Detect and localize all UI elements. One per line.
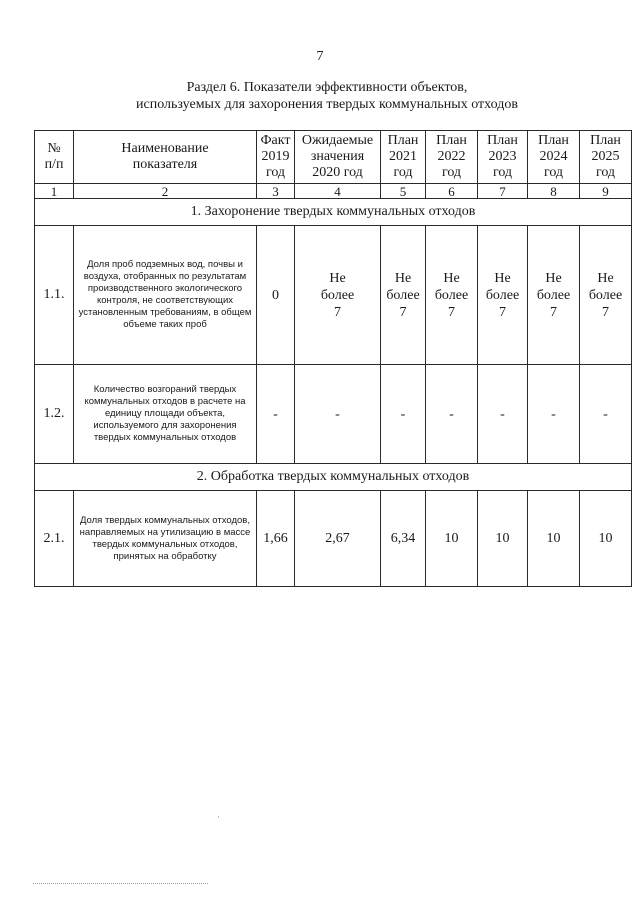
value-plan-2021: 6,34 xyxy=(381,491,426,587)
header-plan-2022: План 2022 год xyxy=(426,131,478,184)
column-number: 6 xyxy=(426,184,478,199)
section-row-disposal xyxy=(35,199,632,226)
column-number: 4 xyxy=(295,184,381,199)
header-row xyxy=(35,131,632,184)
value-expected-2020: Не более 7 xyxy=(295,226,381,365)
value-fact-2019: 1,66 xyxy=(257,491,295,587)
column-number: 1 xyxy=(35,184,74,199)
footer-rule xyxy=(33,883,208,884)
indicator-name: Доля твердых коммунальных отходов, направляемых на утилизацию в массе твердых коммунальных отходов, принятых на обработку xyxy=(74,491,257,587)
page-number: 7 xyxy=(316,49,324,64)
column-number: 2 xyxy=(74,184,257,199)
header-plan-2021: План 2021 год xyxy=(381,131,426,184)
table-row xyxy=(35,226,632,365)
table-row xyxy=(35,365,632,464)
section-title xyxy=(0,79,640,113)
section-title-line-2: используемых для захоронения твердых коммунальных отходов xyxy=(136,97,518,112)
value-fact-2019: 0 xyxy=(257,226,295,365)
row-number: 1.2. xyxy=(35,365,74,464)
row-number: 2.1. xyxy=(35,491,74,587)
value-plan-2022: 10 xyxy=(426,491,478,587)
header-expected-2020: Ожидаемые значения 2020 год xyxy=(295,131,381,184)
value-plan-2023: - xyxy=(478,365,528,464)
value-plan-2022: Не более 7 xyxy=(426,226,478,365)
column-number: 8 xyxy=(528,184,580,199)
indicators-table xyxy=(34,130,632,587)
value-plan-2022: - xyxy=(426,365,478,464)
header-plan-2025: План 2025 год xyxy=(580,131,632,184)
value-plan-2021: - xyxy=(381,365,426,464)
value-plan-2021: Не более 7 xyxy=(381,226,426,365)
scan-speck xyxy=(218,816,219,818)
row-number: 1.1. xyxy=(35,226,74,365)
value-plan-2024: Не более 7 xyxy=(528,226,580,365)
section-heading: 2. Обработка твердых коммунальных отходов xyxy=(35,464,632,491)
header-fact-2019: Факт 2019 год xyxy=(257,131,295,184)
section-title-line-1: Раздел 6. Показатели эффективности объектов, xyxy=(186,80,468,95)
value-plan-2023: 10 xyxy=(478,491,528,587)
value-plan-2025: Не более 7 xyxy=(580,226,632,365)
value-expected-2020: - xyxy=(295,365,381,464)
table-row xyxy=(35,491,632,587)
column-number: 9 xyxy=(580,184,632,199)
indicator-name: Количество возгораний твердых коммунальных отходов в расчете на единицу площади объекта, используемого для захоронения твердых коммунальных отходов xyxy=(74,365,257,464)
value-plan-2025: - xyxy=(580,365,632,464)
header-plan-2024: План 2024 год xyxy=(528,131,580,184)
indicator-name: Доля проб подземных вод, почвы и воздуха, отобранных по результатам производственного экологического контроля, не соответствующих установленным требованиям, в общем объеме таких проб xyxy=(74,226,257,365)
column-number: 5 xyxy=(381,184,426,199)
header-num: № п/п xyxy=(35,131,74,184)
value-plan-2023: Не более 7 xyxy=(478,226,528,365)
column-number: 7 xyxy=(478,184,528,199)
value-fact-2019: - xyxy=(257,365,295,464)
value-plan-2025: 10 xyxy=(580,491,632,587)
value-plan-2024: 10 xyxy=(528,491,580,587)
column-number: 3 xyxy=(257,184,295,199)
section-heading: 1. Захоронение твердых коммунальных отходов xyxy=(35,199,632,226)
header-name: Наименование показателя xyxy=(74,131,257,184)
value-plan-2024: - xyxy=(528,365,580,464)
column-numbers-row xyxy=(35,184,632,199)
value-expected-2020: 2,67 xyxy=(295,491,381,587)
section-row-processing xyxy=(35,464,632,491)
header-plan-2023: План 2023 год xyxy=(478,131,528,184)
